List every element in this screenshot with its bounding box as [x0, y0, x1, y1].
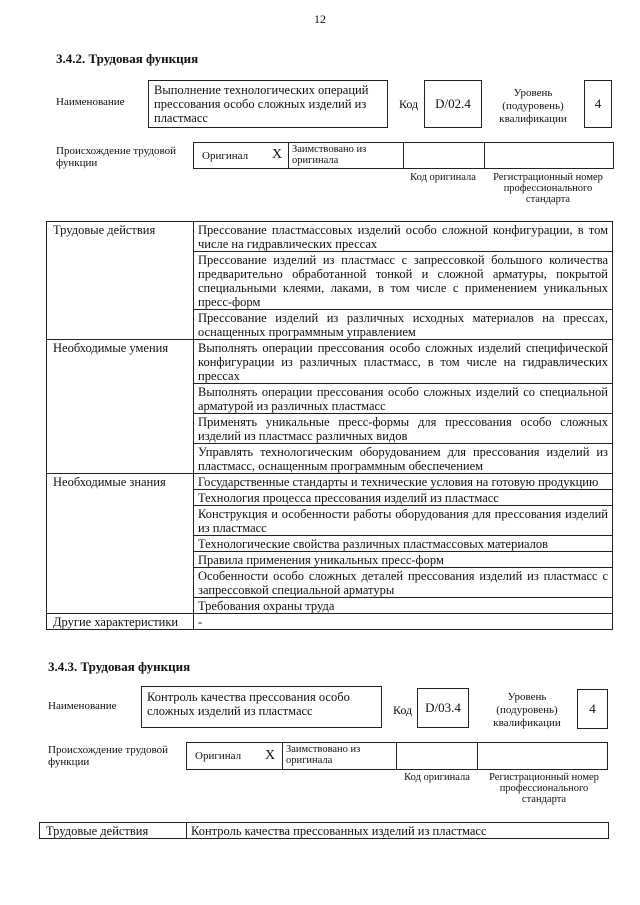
origin-table	[186, 742, 608, 770]
row-item: Контроль качества прессованных изделий из пластмасс	[187, 823, 609, 839]
row-item: Особенности особо сложных деталей прессования изделий из пластмасс с запрессовкой специальной арматуры	[194, 568, 613, 598]
code-value-box: D/02.4	[424, 80, 482, 128]
row-item: Правила применения уникальных пресс-форм	[194, 552, 613, 568]
original-mark: X	[272, 147, 283, 162]
level-label: Уровень (подуровень) квалификации	[493, 691, 561, 729]
level-value-box: 4	[584, 80, 612, 128]
row-item: Управлять технологическим оборудованием для прессования изделий из пластмасс, оснащенным программным обеспечением	[194, 444, 613, 474]
section-heading: 3.4.2. Трудовая функция	[56, 51, 199, 66]
code-value-box: D/03.4	[417, 688, 469, 728]
row-item: Прессование изделий из пластмасс с запрессовкой большого количества предварительно обработанной тонкой и сложной арматуры, покрытой специальными клеями, лаками, в том числе с применением уникальных пресс-форм	[194, 252, 613, 310]
table-row	[47, 222, 613, 252]
origin-label: Происхождение трудовой функции	[48, 744, 169, 768]
row-item: Технологические свойства различных пластмассовых материалов	[194, 536, 613, 552]
row-item: Выполнять операции прессования особо сложных изделий специфической конфигурации из различных пластмасс, в том числе на гидравлических прессах	[194, 340, 613, 384]
row-label: Другие характеристики	[47, 614, 194, 630]
row-label: Необходимые умения	[47, 340, 194, 474]
code-label: Код	[393, 703, 413, 717]
origin-code-label: Код оригинала	[410, 172, 476, 183]
work-function-table	[39, 822, 609, 839]
level-label: Уровень (подуровень) квалификации	[499, 87, 567, 125]
row-item: Прессование пластмассовых изделий особо сложной конфигурации, в том числе на гидравлических прессах	[194, 222, 613, 252]
function-name-box: Контроль качества прессования особо сложных изделий из пластмасс	[141, 686, 382, 728]
table-row	[47, 474, 613, 490]
reg-number-label: Регистрационный номер профессионального стандарта	[493, 172, 603, 205]
work-function-table	[46, 221, 613, 630]
borrowed-label: Заимствовано из оригинала	[286, 744, 361, 766]
row-item: Государственные стандарты и технические условия на готовую продукцию	[194, 474, 613, 490]
row-item: Конструкция и особенности работы оборудования для прессования изделий из пластмасс	[194, 506, 613, 536]
origin-table	[193, 142, 614, 169]
reg-number-label: Регистрационный номер профессионального стандарта	[489, 772, 599, 805]
origin-label: Происхождение трудовой функции	[56, 145, 177, 169]
row-item: Выполнять операции прессования особо сложных изделий со специальной арматурой из различных пластмасс	[194, 384, 613, 414]
table-row	[47, 340, 613, 384]
original-mark: X	[265, 748, 276, 763]
row-item: Требования охраны труда	[194, 598, 613, 614]
row-label: Трудовые действия	[40, 823, 187, 839]
level-value-box: 4	[577, 689, 608, 729]
row-item: Прессование изделий из различных исходных материалов на прессах, оснащенных программным управлением	[194, 310, 613, 340]
borrowed-label: Заимствовано из оригинала	[292, 144, 367, 166]
origin-code-label: Код оригинала	[404, 772, 470, 783]
table-row	[40, 823, 609, 839]
original-label: Оригинал	[202, 150, 249, 162]
code-label: Код	[399, 97, 419, 111]
row-label: Трудовые действия	[47, 222, 194, 340]
row-item: -	[194, 614, 613, 630]
row-item: Применять уникальные пресс-формы для прессования особо сложных изделий из пластмасс различных видов	[194, 414, 613, 444]
name-label: Наименование	[48, 700, 117, 712]
function-name-box: Выполнение технологических операций прессования особо сложных изделий из пластмасс	[148, 80, 388, 128]
table-row	[47, 614, 613, 630]
section-heading: 3.4.3. Трудовая функция	[48, 659, 191, 674]
original-label: Оригинал	[195, 750, 242, 762]
row-label: Необходимые знания	[47, 474, 194, 614]
name-label: Наименование	[56, 96, 125, 108]
page-number: 12	[314, 12, 326, 26]
row-item: Технология процесса прессования изделий из пластмасс	[194, 490, 613, 506]
